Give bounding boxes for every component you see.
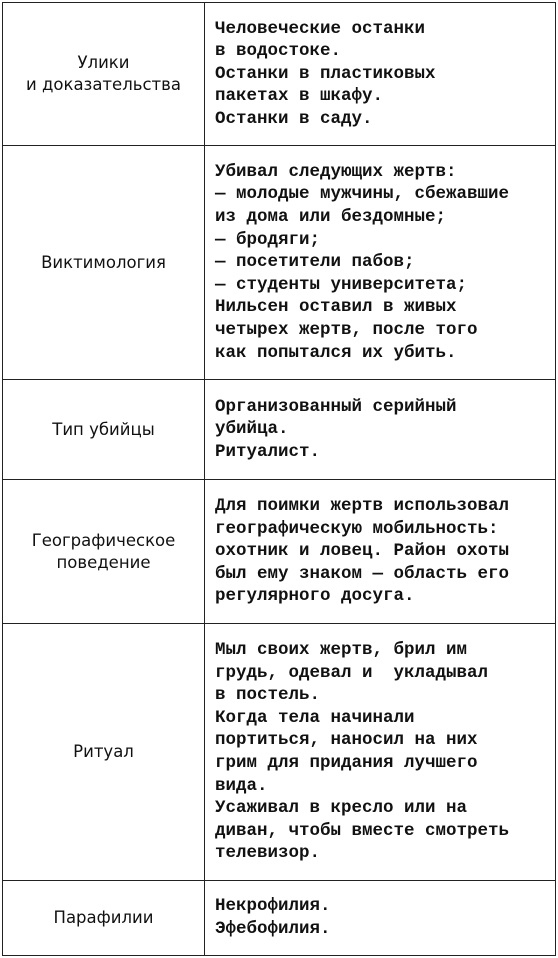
row-label-line: Улики [77,53,130,72]
content-line: грим для придания лучшего [215,753,478,773]
row-label-cell [3,881,205,956]
content-line: Эфебофилия. [215,919,331,939]
table-row-ritual [3,624,556,881]
content-line: диван, чтобы вместе смотреть [215,820,510,841]
content-line: Когда тела начинали [215,707,415,728]
content-line: Человеческие останки [215,18,426,39]
content-line: телевизор. [215,843,321,864]
table-row-paraphilias [3,881,556,956]
content-line: Усаживал в кресло или на [215,798,468,819]
row-label-line: Ритуал [73,742,134,761]
content-line: в постель. [215,685,321,706]
row-label-line: и доказательства [26,75,181,94]
row-label-line: Тип убийцы [52,419,155,439]
table-row-killer-type [3,380,556,480]
row-label-cell [3,624,205,881]
row-label-cell [3,380,205,480]
row-label-line: Виктимология [41,252,166,272]
row-content-cell [205,380,556,480]
content-line: грудь, одевал и укладывал [215,662,489,683]
profile-table [2,2,556,956]
content-line: вида. [215,775,268,796]
content-line: Некрофилия. [215,896,331,917]
profile-table-body [3,3,556,956]
content-line: — студенты университета; [215,274,468,295]
content-line: пакетах в шкафу. [215,86,384,107]
content-line: четырех жертв, после того [215,319,478,340]
row-label-cell [3,3,205,146]
content-line: как попытался их убить. [215,342,457,363]
content-line: географическую мобильность: [215,518,499,539]
row-content-cell [205,881,556,956]
row-content-cell [205,146,556,380]
content-line: в водостоке. [215,41,342,62]
content-line: Организованный серийный [215,396,457,417]
content-line: Мыл своих жертв, брил им [215,640,468,661]
content-line: Для поимки жертв использовал [215,496,510,517]
content-line: портиться, наносил на них [215,730,478,751]
table-row-geographic-behavior [3,480,556,624]
content-line: охотник и ловец. Район охоты [215,541,510,562]
row-label-cell [3,480,205,624]
content-line: — бродяги; [215,229,321,250]
row-content-cell [205,480,556,624]
table-row-evidence [3,3,556,146]
row-label-cell [3,146,205,380]
content-line: из дома или бездомные; [215,207,447,228]
content-line: — посетители пабов; [215,252,415,273]
content-line: Останки в пластиковых [215,63,436,84]
content-line: Останки в саду. [215,108,373,129]
content-line: — молодые мужчины, сбежавшие [215,184,510,205]
content-line: регулярного досуга. [215,586,415,607]
row-label-line: поведение [56,552,151,572]
content-line: Нильсен оставил в живых [215,297,457,318]
content-line: был ему знаком — область его [215,563,510,584]
row-content-cell [205,624,556,881]
row-label-line: Географическое [31,530,176,550]
content-line: убийца. [215,419,289,440]
content-line: Убивал следующих жертв: [215,161,457,182]
table-row-victimology [3,146,556,380]
row-label-line: Парафилии [53,908,154,927]
row-content-cell [205,3,556,146]
content-line: Ритуалист. [215,441,321,462]
